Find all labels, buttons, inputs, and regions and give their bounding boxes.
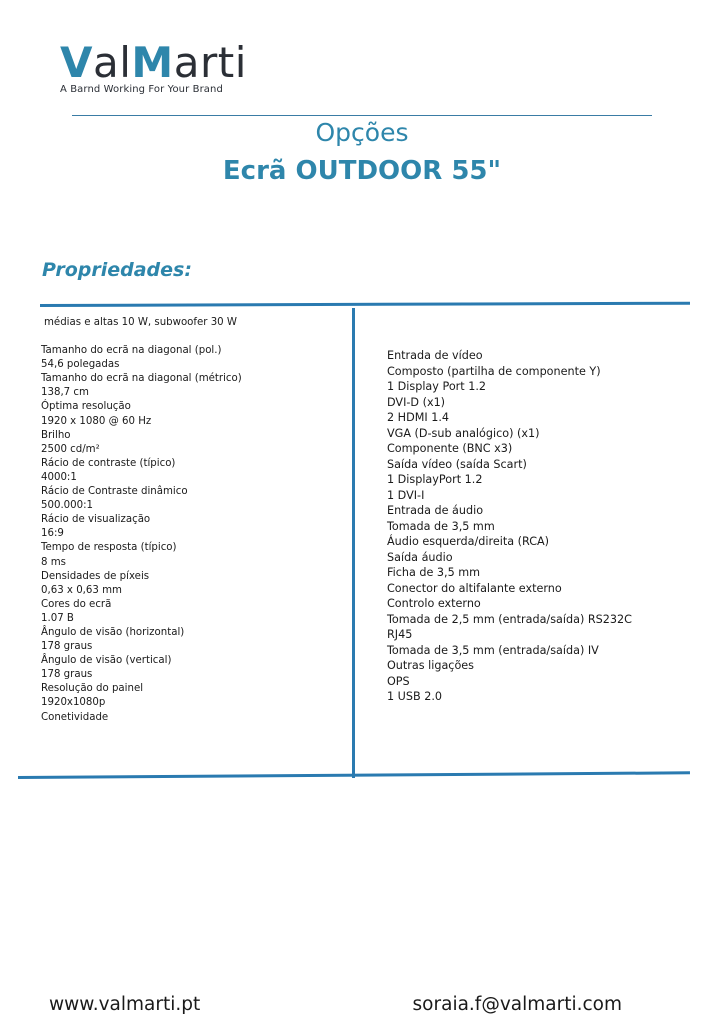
spec-line: Tempo de resposta (típico) bbox=[41, 542, 177, 554]
spec-line: 1920 x 1080 @ 60 Hz bbox=[41, 415, 152, 427]
spec-line: Tamanho do ecrã na diagonal (métrico) bbox=[41, 373, 242, 385]
spec-line: VGA (D-sub analógico) (x1) bbox=[387, 426, 540, 440]
spec-line: 1 USB 2.0 bbox=[387, 690, 442, 703]
spec-line: Ângulo de visão (vertical) bbox=[41, 655, 172, 667]
spec-line: Brilho bbox=[41, 429, 71, 441]
spec-line: 54,6 polegadas bbox=[41, 359, 120, 371]
spec-line: 1.07 B bbox=[41, 612, 74, 624]
spec-line: Componente (BNC x3) bbox=[387, 442, 513, 455]
spec-line: OPS bbox=[387, 674, 410, 688]
table-top-rule bbox=[40, 302, 690, 307]
spec-line: médias e altas 10 W, subwoofer 30 W bbox=[44, 317, 237, 328]
spec-line: Rácio de visualização bbox=[41, 514, 151, 526]
spec-line: 16:9 bbox=[41, 528, 64, 540]
spec-line: Composto (partilha de componente Y) bbox=[387, 364, 601, 378]
spec-line: Entrada de áudio bbox=[387, 504, 484, 517]
specs-left-column bbox=[41, 316, 346, 725]
logo-tagline: A Barnd Working For Your Brand bbox=[60, 84, 223, 95]
spec-line: DVI-D (x1) bbox=[387, 395, 446, 409]
spec-line: Saída vídeo (saída Scart) bbox=[387, 457, 527, 471]
spec-line: 1 Display Port 1.2 bbox=[387, 380, 486, 393]
spec-line: 1 DVI-I bbox=[387, 488, 425, 502]
spec-line: 178 graus bbox=[41, 669, 93, 681]
spec-line: Outras ligações bbox=[387, 659, 475, 672]
spec-line: 4000:1 bbox=[41, 471, 77, 483]
spec-line: RJ45 bbox=[387, 628, 413, 641]
table-column-divider bbox=[352, 308, 355, 778]
spec-line: Densidades de píxeis bbox=[41, 570, 150, 582]
section-heading: Propriedades: bbox=[42, 259, 192, 281]
spec-line: Óptima resolução bbox=[41, 401, 131, 413]
spec-line: 138,7 cm bbox=[41, 387, 89, 399]
spec-line: Tomada de 3,5 mm bbox=[387, 519, 495, 533]
spec-line: Rácio de contraste (típico) bbox=[41, 457, 176, 469]
spec-line: 2 HDMI 1.4 bbox=[387, 411, 450, 424]
spec-line: 1920x1080p bbox=[41, 697, 106, 709]
header-divider bbox=[72, 115, 652, 116]
spec-line: 500.000:1 bbox=[41, 500, 94, 512]
spec-line: Cores do ecrã bbox=[41, 598, 112, 610]
spec-line: Tomada de 3,5 mm (entrada/saída) IV bbox=[387, 643, 599, 657]
footer-website: www.valmarti.pt bbox=[49, 994, 201, 1015]
spec-line: Conetividade bbox=[41, 711, 109, 723]
logo-wordmark: ValMarti bbox=[60, 38, 247, 87]
page-title: Ecrã OUTDOOR 55" bbox=[222, 156, 502, 186]
spec-line: Ficha de 3,5 mm bbox=[387, 566, 481, 579]
spec-line: 2500 cd/m² bbox=[41, 443, 100, 455]
page-subtitle: Opções bbox=[315, 118, 409, 147]
spec-line: Tomada de 2,5 mm (entrada/saída) RS232C bbox=[387, 612, 632, 626]
spec-line: 178 graus bbox=[41, 641, 93, 653]
brand-logo bbox=[60, 40, 247, 95]
spec-line: Controlo externo bbox=[387, 597, 481, 610]
spec-line: 8 ms bbox=[41, 556, 66, 568]
specs-right-column bbox=[387, 348, 687, 705]
footer-email: soraia.f@valmarti.com bbox=[412, 994, 622, 1015]
spec-line: Entrada de vídeo bbox=[387, 349, 483, 362]
spec-line: Ângulo de visão (horizontal) bbox=[41, 626, 185, 638]
spec-list-right bbox=[387, 348, 687, 705]
spec-list-left bbox=[41, 344, 346, 725]
spec-line: Áudio esquerda/direita (RCA) bbox=[387, 535, 550, 548]
spec-line: 0,63 x 0,63 mm bbox=[41, 584, 122, 596]
spec-line: Rácio de Contraste dinâmico bbox=[41, 486, 188, 498]
spec-line: Saída áudio bbox=[387, 550, 453, 564]
spec-line: Conector do altifalante externo bbox=[387, 581, 562, 595]
spec-line: Tamanho do ecrã na diagonal (pol.) bbox=[41, 345, 222, 357]
spec-line: Resolução do painel bbox=[41, 683, 144, 695]
spec-line: 1 DisplayPort 1.2 bbox=[387, 473, 483, 486]
